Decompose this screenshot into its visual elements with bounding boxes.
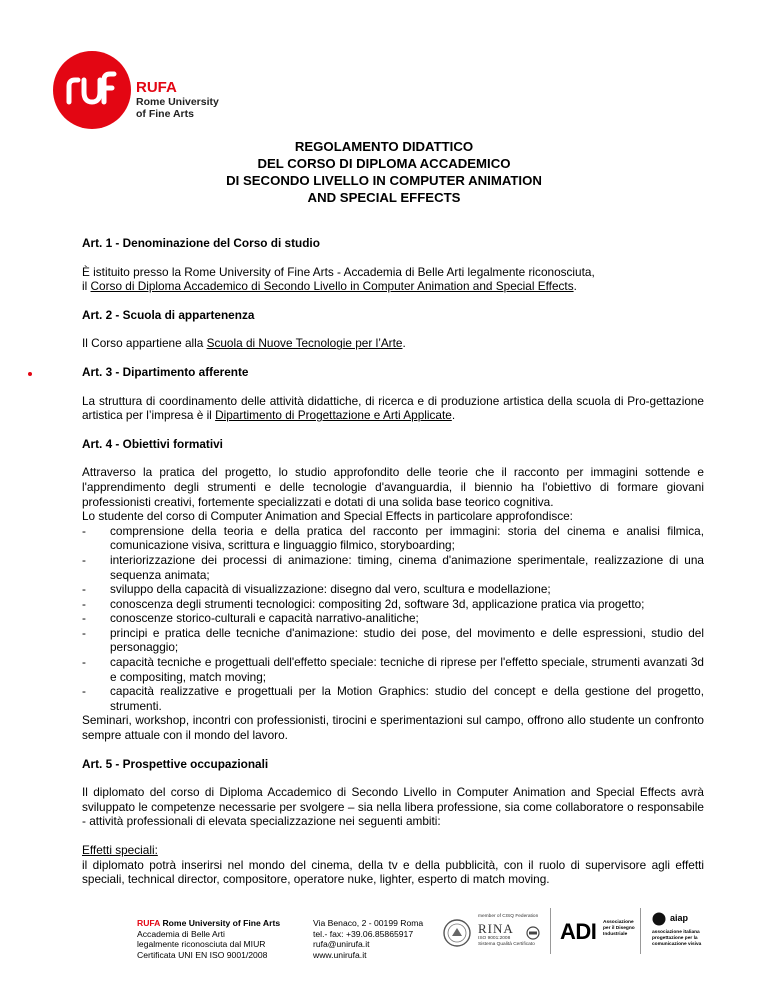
art1-post: . [573,279,577,294]
art5-heading: Art. 5 - Prospettive occupazionali [82,756,269,771]
art4-intro: Attraverso la pratica del progetto, lo studio approfondito delle teorie che il racconto per immagini sottende e l'apprendimento degli strumenti e delle tecnologie d'avanguardia, il biennio ha l'obiettivo di formare giovani professionisti creativi, fortemente specializzati e dotati di una solida base teorico cognitiva. [82,465,704,509]
margin-dot-icon [28,372,32,376]
footer-phone: tel.- fax: +39.06.85865917 [313,928,414,939]
art2-paragraph [82,336,704,351]
logo-sub-2: of Fine Arts [136,108,194,120]
art5-sub-heading: Effetti speciali: [82,843,158,857]
footer-brand: RUFA [137,918,161,928]
rina-top-text: member of CISQ Federation [478,914,539,919]
logo-brand: RUFA [136,79,177,96]
academy-seal-icon [442,918,472,948]
list-item: - conoscenza degli strumenti tecnologici: compositing 2d, software 3d, applicazione pratica via progetto; [82,597,704,612]
art3-department-link[interactable]: Dipartimento di Progettazione e Arti Applicate [215,408,452,423]
iqnet-icon [526,926,540,940]
footer-brand-rest: Rome University of Fine Arts [160,918,281,928]
document-title [100,138,668,206]
footer-line-3: legalmente riconosciuta dal MIUR [137,939,266,949]
aiap-text-2: progettazione per la [652,936,698,941]
aiap-text-3: comunicazione visiva [652,942,702,947]
document-body [82,236,704,887]
rina-bottom-text-2: Sistema Qualità Certificato [478,942,535,947]
art2-school-link[interactable]: Scuola di Nuove Tecnologie per l’Arte [206,336,403,351]
art1-paragraph [82,265,704,294]
list-item: - comprensione della teoria e della pratica del racconto per immagini: storia del cinema e analisi filmica, comunicazione visiva, scrittura e linguaggio filmico, storyboarding; [82,524,704,553]
art4-outro: Seminari, workshop, incontri con professionisti, tirocini e sperimentazioni sul campo, offrono allo studente un confronto sempre attuale con il mondo del lavoro. [82,713,704,743]
list-item: - capacità realizzative e progettuali per la Motion Graphics: studio del concept e della gestione del progetto, strumenti. [82,684,704,713]
page-footer [0,913,768,978]
title-line-1: REGOLAMENTO DIDATTICO [294,139,474,154]
art1-line1: È istituito presso la Rome University of Fine Arts - Accademia di Belle Arti legalmente riconosciuta, [82,264,595,279]
art3-heading: Art. 3 - Dipartimento afferente [82,364,249,379]
footer-separator [640,908,641,954]
rina-bottom-text-1: ISO 9001:2008 [478,936,511,941]
list-item: - sviluppo della capacità di visualizzazione: disegno dal vero, scultura e modellazione; [82,582,704,597]
title-line-3: DI SECONDO LIVELLO IN COMPUTER ANIMATION [226,173,542,188]
art3-pre: La struttura di coordinamento delle attività didattiche, di ricerca e di produzione artistica della scuola di Pro-gettazione artistica per l’impresa è il [82,393,704,423]
art3-post: . [451,408,456,423]
art2-post: . [402,336,406,351]
footer-separator [550,908,551,954]
adi-text [603,920,635,938]
logo-wordmark [136,80,219,120]
art4-lead: Lo studente del corso di Computer Animation and Special Effects in particolare approfondisce: [82,509,573,524]
footer-line-2: Accademia di Belle Arti [137,928,225,939]
art5-sub-text: il diplomato potrà inserirsi nel mondo del cinema, della tv e della pubblicità, con il ruolo di supervisore agli effetti speciali, technical director, compositore, operatore nuke, lighter, esperto di match moving. [82,857,704,887]
adi-logo: ADI [560,919,597,944]
adi-text-3: Industriale [603,932,628,937]
footer-website[interactable]: www.unirufa.it [313,949,367,960]
art2-heading: Art. 2 - Scuola di appartenenza [82,307,255,322]
list-item: - conoscenze storico-culturali e capacità narrativo-analitiche; [82,611,704,626]
adi-text-2: per il Disegno [603,926,635,931]
title-line-4: AND SPECIAL EFFECTS [307,190,461,205]
art2-pre: Il Corso appartiene alla [82,336,207,351]
art1-course-link[interactable]: Corso di Diploma Accademico di Secondo Livello in Computer Animation and Special Effects [90,279,574,294]
footer-email[interactable]: rufa@unirufa.it [313,939,370,949]
footer-institution [137,918,280,960]
rina-logo: RINA [478,921,514,936]
aiap-logo-icon [652,912,666,926]
art1-pre: il [82,279,91,294]
footer-contacts [313,918,423,960]
list-item: - principi e pratica delle tecniche d'animazione: studio dei pose, del movimento e delle espressioni, studio del personaggio; [82,626,704,655]
art5-intro: Il diplomato del corso di Diploma Accademico di Secondo Livello in Computer Animation and Special Effects avrà sviluppato le competenze necessarie per svolgere – sia nella libera professione, sia come collaboratore o responsabile - attività professionali di elevata specializzazione nei seguenti ambiti: [82,785,704,829]
footer-line-4: Certificata UNI EN ISO 9001/2008 [137,949,268,960]
art1-heading: Art. 1 - Denominazione del Corso di studio [82,236,320,250]
art3-paragraph [82,394,704,423]
aiap-logo: aiap [670,913,689,923]
aiap-text [652,930,701,948]
art4-list [82,524,704,714]
footer-address: Via Benaco, 2 - 00199 Roma [313,918,424,928]
rufa-logo-icon [52,50,132,130]
list-item: - capacità tecniche e progettuali dell'effetto speciale: tecniche di riprese per l'effetto speciale, strumenti avanzati 3d e compositing, match moving; [82,655,704,684]
art4-heading: Art. 4 - Obiettivi formativi [82,436,223,451]
list-item: - interiorizzazione dei processi di animazione: timing, cinema d'animazione sperimentale, realizzazione di una sequenza animata; [82,553,704,582]
footer-logos [442,912,712,964]
title-line-2: DEL CORSO DI DIPLOMA ACCADEMICO [257,156,511,171]
adi-text-1: Associazione [603,920,634,925]
logo-sub-1: Rome University [136,96,219,108]
aiap-text-1: associazione italiana [652,930,700,935]
